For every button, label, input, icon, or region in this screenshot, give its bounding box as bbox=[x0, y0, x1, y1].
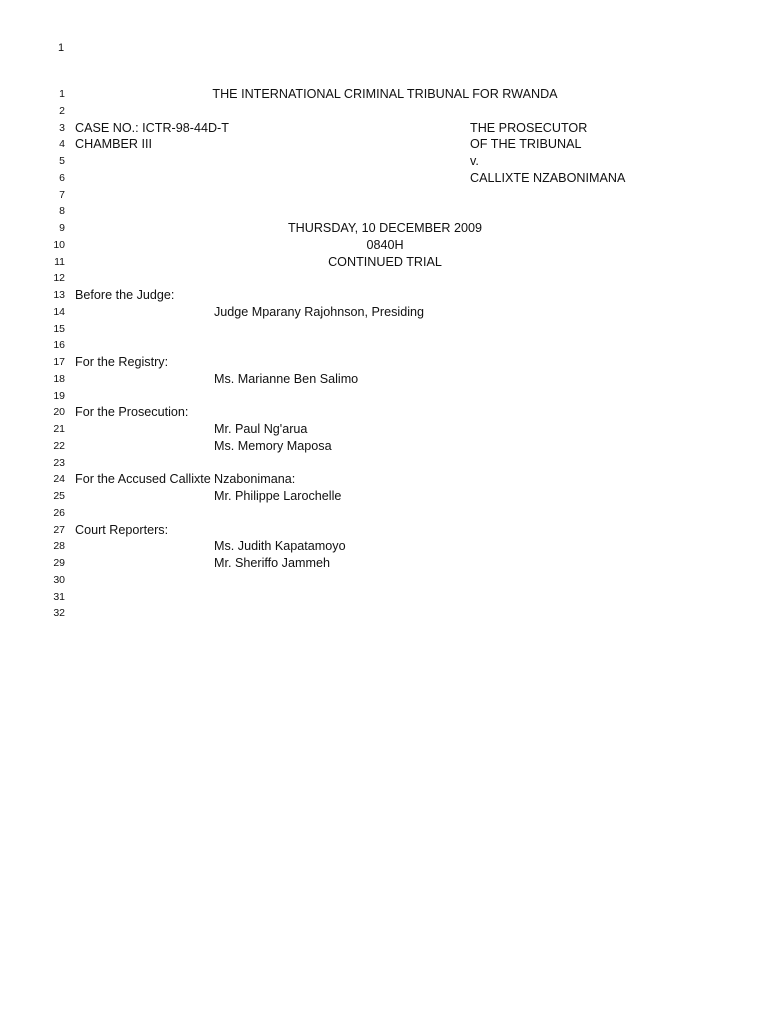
line-text-left: CASE NO.: ICTR-98-44D-T bbox=[75, 120, 229, 135]
line-number: 26 bbox=[53, 506, 65, 519]
line-number: 2 bbox=[59, 104, 65, 117]
transcript-line bbox=[0, 471, 770, 488]
transcript-line bbox=[0, 153, 770, 170]
line-number: 21 bbox=[53, 423, 65, 435]
line-text-center: THURSDAY, 10 DECEMBER 2009 bbox=[287, 221, 483, 235]
line-text-mid: Ms. Judith Kapatamoyo bbox=[214, 539, 346, 554]
line-text-center: THE INTERNATIONAL CRIMINAL TRIBUNAL FOR RWANDA bbox=[212, 87, 558, 101]
line-number: 6 bbox=[59, 171, 65, 184]
transcript-line bbox=[0, 354, 770, 371]
page-number: 1 bbox=[58, 42, 65, 54]
line-number: 8 bbox=[59, 205, 65, 218]
transcript-cover-page bbox=[0, 86, 770, 622]
line-text-mid: Mr. Paul Ng'arua bbox=[214, 422, 308, 436]
line-number: 13 bbox=[53, 289, 65, 301]
line-number: 7 bbox=[59, 188, 65, 201]
line-text-right: OF THE TRIBUNAL bbox=[470, 137, 582, 152]
transcript-line bbox=[0, 538, 770, 555]
line-number: 19 bbox=[53, 389, 65, 402]
transcript-line bbox=[0, 522, 770, 539]
transcript-line bbox=[0, 455, 770, 472]
transcript-line bbox=[0, 287, 770, 304]
line-number: 23 bbox=[53, 456, 65, 469]
transcript-line bbox=[0, 254, 770, 271]
transcript-line bbox=[0, 321, 770, 338]
line-text-center: 0840H bbox=[366, 237, 404, 252]
line-number: 15 bbox=[53, 322, 65, 335]
transcript-line bbox=[0, 120, 770, 137]
transcript-line bbox=[0, 237, 770, 254]
transcript-line bbox=[0, 388, 770, 405]
transcript-line bbox=[0, 270, 770, 287]
line-number: 24 bbox=[53, 473, 65, 486]
transcript-line bbox=[0, 572, 770, 589]
line-text-center: CONTINUED TRIAL bbox=[328, 254, 442, 269]
line-number: 20 bbox=[53, 406, 65, 419]
transcript-line bbox=[0, 589, 770, 606]
line-text-mid: Judge Mparany Rajohnson, Presiding bbox=[214, 304, 425, 319]
line-number: 11 bbox=[54, 255, 65, 268]
line-text-left: CHAMBER III bbox=[75, 137, 152, 152]
line-number: 29 bbox=[53, 557, 65, 569]
transcript-line bbox=[0, 187, 770, 204]
line-number: 5 bbox=[59, 155, 65, 167]
line-number: 32 bbox=[53, 607, 65, 620]
line-number: 25 bbox=[53, 490, 65, 502]
line-text-left: For the Registry: bbox=[75, 355, 169, 369]
line-number: 22 bbox=[53, 439, 65, 452]
line-number: 28 bbox=[53, 540, 65, 553]
line-number: 17 bbox=[53, 356, 65, 368]
transcript-line bbox=[0, 220, 770, 237]
transcript-line bbox=[0, 170, 770, 187]
transcript-line bbox=[0, 136, 770, 153]
transcript-line bbox=[0, 404, 770, 421]
line-text-left: Before the Judge: bbox=[75, 288, 175, 302]
line-text-left: Court Reporters: bbox=[75, 522, 169, 537]
transcript-line bbox=[0, 103, 770, 120]
line-number: 9 bbox=[59, 222, 65, 234]
transcript-line bbox=[0, 86, 770, 103]
line-text-right: CALLIXTE NZABONIMANA bbox=[470, 170, 626, 185]
line-text-mid: Mr. Philippe Larochelle bbox=[214, 489, 342, 503]
line-text-mid: Ms. Marianne Ben Salimo bbox=[214, 371, 359, 386]
line-text-right: THE PROSECUTOR bbox=[470, 120, 588, 135]
line-number: 12 bbox=[53, 272, 65, 285]
transcript-line bbox=[0, 421, 770, 438]
transcript-line bbox=[0, 488, 770, 505]
transcript-line bbox=[0, 555, 770, 572]
transcript-line bbox=[0, 605, 770, 622]
transcript-line bbox=[0, 304, 770, 321]
transcript-line bbox=[0, 337, 770, 354]
transcript-line bbox=[0, 371, 770, 388]
line-text-mid: Nzabonimana: bbox=[214, 472, 296, 487]
line-text-mid: Ms. Memory Maposa bbox=[214, 438, 332, 453]
line-text-mid: Mr. Sheriffo Jammeh bbox=[214, 556, 330, 570]
line-number: 30 bbox=[53, 573, 65, 586]
line-number: 1 bbox=[59, 88, 65, 100]
line-text-left: For the Prosecution: bbox=[75, 405, 189, 420]
transcript-line bbox=[0, 505, 770, 522]
line-number: 14 bbox=[53, 305, 65, 318]
line-text-left: For the Accused Callixte bbox=[75, 472, 211, 487]
line-number: 10 bbox=[53, 238, 65, 251]
line-number: 16 bbox=[53, 339, 65, 352]
line-text-right: v. bbox=[470, 154, 479, 168]
transcript-line bbox=[0, 438, 770, 455]
transcript-line bbox=[0, 203, 770, 220]
line-number: 3 bbox=[59, 121, 65, 134]
line-number: 4 bbox=[59, 138, 65, 151]
line-number: 18 bbox=[53, 372, 65, 385]
line-number: 27 bbox=[53, 523, 65, 536]
line-number: 31 bbox=[53, 590, 65, 603]
